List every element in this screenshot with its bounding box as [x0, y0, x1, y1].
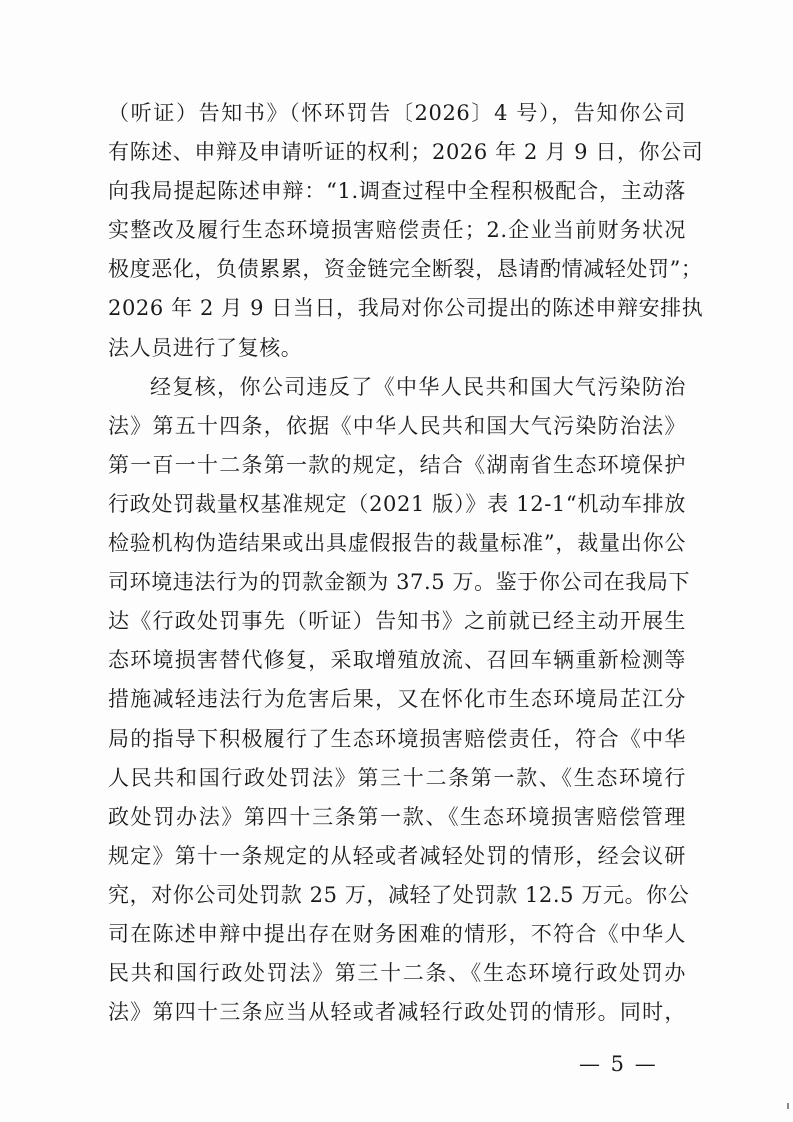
text-line: 第一百一十二条第一款的规定，结合《湖南省生态环境保护	[108, 452, 686, 477]
text-line: 2026 年 2 月 9 日当日，我局对你公司提出的陈述申辩安排执	[108, 296, 704, 321]
text-line: 行政处罚裁量权基准规定（2021 版）》表 12-1“机动车排放	[108, 491, 686, 516]
text-line: 民共和国行政处罚法》第三十二条、《生态环境行政处罚办	[108, 961, 686, 986]
text-line: 达《行政处罚事先（听证）告知书》之前就已经主动开展生	[108, 609, 686, 634]
text-line: 法人员进行了复核。	[108, 335, 303, 360]
text-line: 经复核，你公司违反了《中华人民共和国大气污染防治	[150, 374, 686, 399]
text-line: 司在陈述申辩中提出存在财务困难的情形，不符合《中华人	[108, 921, 686, 946]
text-line: 法》第五十四条，依据《中华人民共和国大气污染防治法》	[108, 413, 686, 438]
text-line: 措施减轻违法行为危害后果，又在怀化市生态环境局芷江分	[108, 687, 686, 712]
text-line: 司环境违法行为的罚款金额为 37.5 万。鉴于你公司在我局下	[108, 570, 691, 595]
text-line: （听证）告知书》（怀环罚告〔2026〕4 号），告知你公司	[108, 101, 686, 125]
text-line: 法》第四十三条应当从轻或者减轻行政处罚的情形。同时，	[108, 1000, 686, 1025]
text-line: 究，对你公司处罚款 25 万，减轻了处罚款 12.5 万元。你公	[108, 882, 690, 907]
text-line: 态环境损害替代修复，采取增殖放流、召回车辆重新检测等	[108, 648, 686, 673]
text-line: 极度恶化，负债累累，资金链完全断裂，恳请酌情减轻处罚”；	[108, 257, 703, 282]
scan-mark	[787, 1103, 789, 1109]
text-line: 检验机构伪造结果或出具虚假报告的裁量标准”，裁量出你公	[108, 531, 686, 556]
text-line: 实整改及履行生态环境损害赔偿责任；2.企业当前财务状况	[108, 218, 686, 243]
text-line: 有陈述、申辩及申请听证的权利；2026 年 2 月 9 日，你公司	[108, 140, 704, 165]
text-line: 政处罚办法》第四十三条第一款、《生态环境损害赔偿管理	[108, 804, 686, 829]
text-line: 人民共和国行政处罚法》第三十二条第一款、《生态环境行	[108, 765, 686, 790]
text-line: 向我局提起陈述申辩：“1.调查过程中全程积极配合，主动落	[108, 179, 686, 204]
document-body	[108, 94, 704, 1032]
text-line: 规定》第十一条规定的从轻或者减轻处罚的情形，经会议研	[108, 843, 686, 868]
page-number: — 5 —	[579, 1052, 658, 1076]
text-line: 局的指导下积极履行了生态环境损害赔偿责任，符合《中华	[108, 726, 686, 751]
